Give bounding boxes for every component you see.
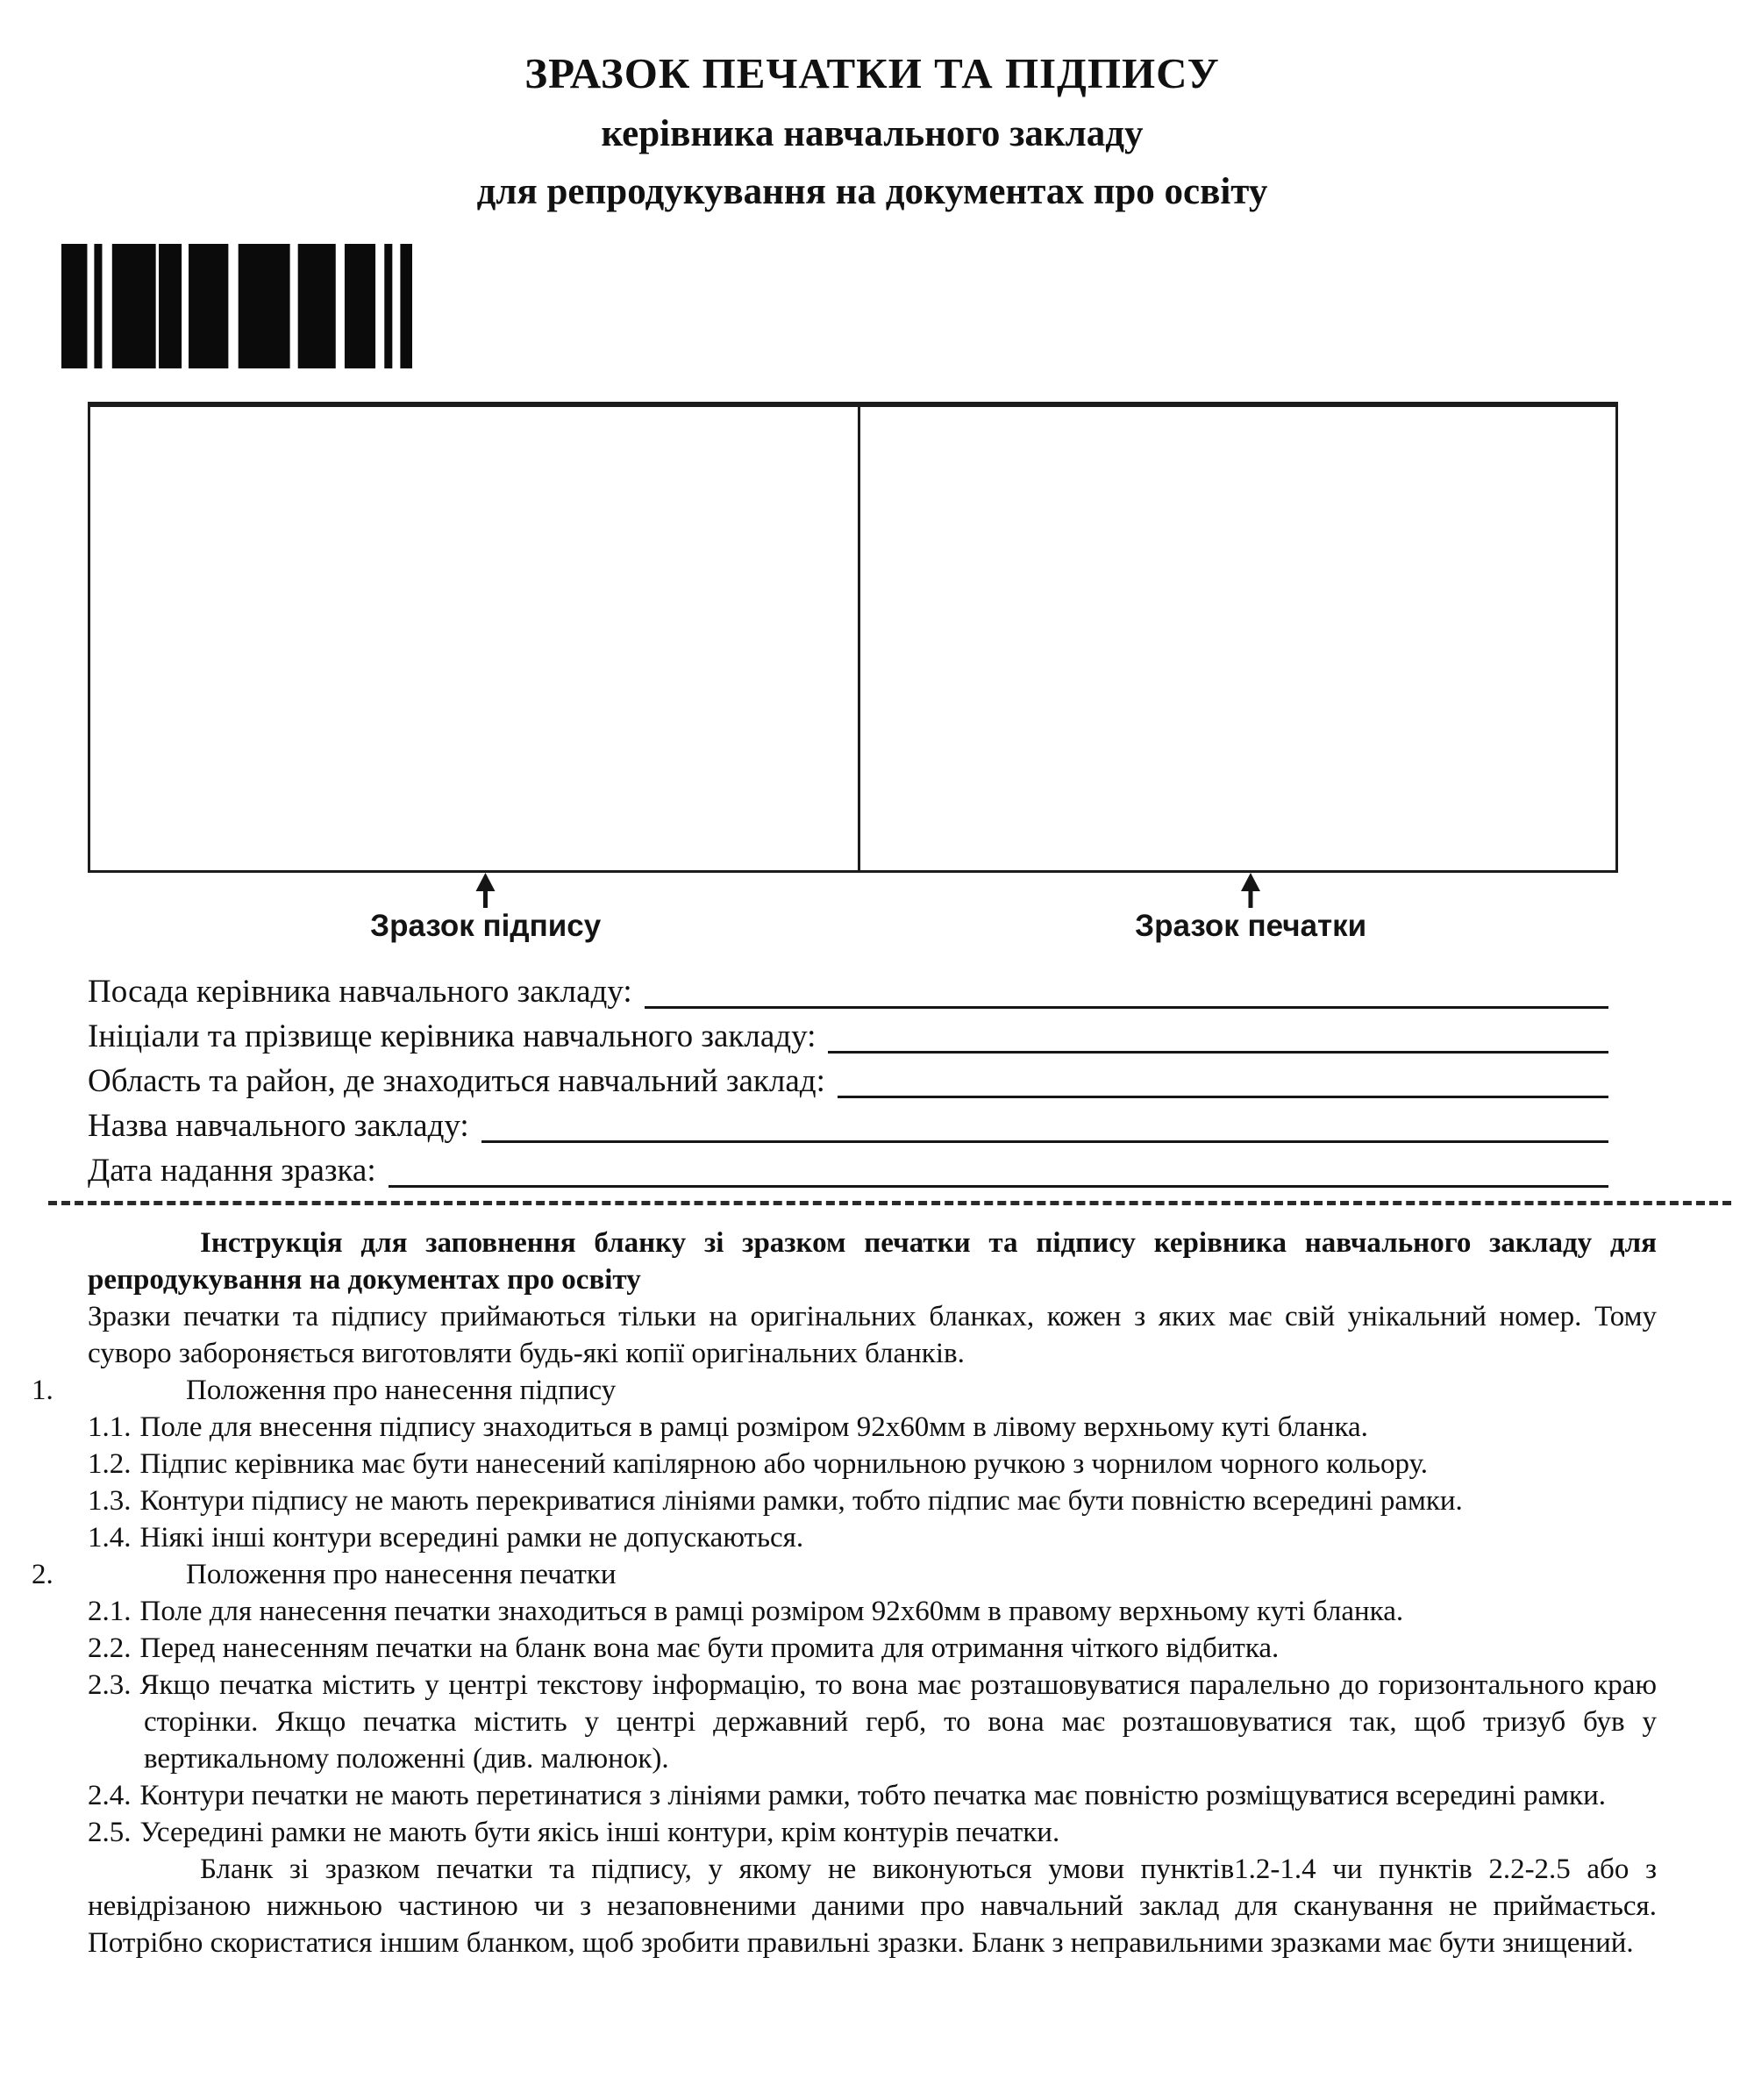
field-underline-date (389, 1185, 1608, 1188)
sample-frames (88, 402, 1618, 873)
field-underline-institution (481, 1140, 1608, 1143)
page-subtitle-1: керівника навчального закладу (601, 113, 1144, 154)
signature-sample-box (90, 407, 860, 870)
item-number: 2.5. (88, 1817, 132, 1848)
instruction-item (88, 1667, 1657, 1777)
field-underline-region (838, 1096, 1608, 1098)
signature-label-group (370, 873, 601, 945)
dashed-separator (48, 1201, 1731, 1205)
arrow-up-icon (1237, 873, 1264, 908)
instruction-item (88, 1482, 1657, 1519)
instructions-intro: Зразки печатки та підпису приймаються тільки на оригінальних бланках, кожен з яких має свій унікальний номер. Тому суворо забороняється виготовляти будь-які копії оригінальних бланків. (88, 1301, 1657, 1369)
item-text: Якщо печатка містить у центрі текстову інформацію, то вона має розташовуватися паралельно до горизонтального краю сторінки. Якщо печатка містить у центрі державний герб, то вона має розташовуватися так, щоб тризуб був у вертикальному положенні (див. малюнок). (139, 1669, 1657, 1775)
barcode (61, 244, 412, 368)
item-number: 2.3. (88, 1669, 132, 1701)
page-subtitle-2: для репродукування на документах про освіту (476, 171, 1268, 212)
item-number: 1.4. (88, 1522, 132, 1554)
instruction-item (88, 1630, 1657, 1667)
item-text: Усередині рамки не мають бути якісь інші контури, крім контурів печатки. (139, 1817, 1060, 1848)
form-row-date (88, 1148, 1608, 1193)
seal-sample-label: Зразок печатки (1135, 909, 1367, 943)
seal-label-group (1135, 873, 1366, 945)
instruction-item (88, 1777, 1657, 1814)
item-number: 1. (32, 1375, 53, 1406)
instructions-section (32, 1225, 1657, 1961)
item-number: 2.1. (88, 1596, 132, 1627)
form-fields (88, 969, 1608, 1193)
arrow-up-icon (473, 873, 499, 908)
item-text: Підпис керівника має бути нанесений капілярною або чорнильною ручкою з чорнилом чорного кольору. (139, 1448, 1429, 1480)
item-number: 2.4. (88, 1780, 132, 1811)
form-row-institution (88, 1104, 1608, 1148)
page-title: ЗРАЗОК ПЕЧАТКИ ТА ПІДПИСУ (524, 49, 1220, 97)
form-row-name (88, 1014, 1608, 1059)
barcode-wrap (61, 244, 1657, 368)
item-text: Ніякі інші контури всередині рамки не допускаються. (139, 1522, 804, 1554)
item-text: Контури печатки не мають перетинатися з лініями рамки, тобто печатка має повністю розміщуватися всередині рамки. (139, 1780, 1606, 1811)
form-row-position (88, 969, 1608, 1014)
field-label-date: Дата надання зразка: (88, 1153, 376, 1189)
instruction-item (88, 1519, 1657, 1556)
field-underline-name (828, 1051, 1608, 1054)
field-label-position: Посада керівника навчального закладу: (88, 974, 632, 1010)
item-number: 2. (32, 1559, 53, 1590)
field-underline-position (645, 1006, 1608, 1009)
instruction-item (88, 1409, 1657, 1446)
page-title-block (88, 42, 1657, 221)
instruction-item (32, 1556, 1657, 1593)
instructions-closing: Бланк зі зразком печатки та підпису, у якому не виконуються умови пунктів1.2-1.4 чи пунктів 2.2-2.5 або з невідрізаною нижньою частиною чи з незаповненими даними про навчальний заклад для сканування не приймається. Потрібно скористатися іншим бланком, щоб зробити правильні зразки. Бланк з неправильними зразками має бути знищений. (88, 1854, 1657, 1959)
item-number: 1.3. (88, 1485, 132, 1517)
item-number: 2.2. (88, 1632, 132, 1664)
item-text: Перед нанесенням печатки на бланк вона має бути промита для отримання чіткого відбитка. (139, 1632, 1280, 1664)
frame-labels-row (88, 873, 1618, 950)
instruction-item (88, 1593, 1657, 1630)
item-text: Поле для внесення підпису знаходиться в рамці розміром 92х60мм в лівому верхньому куті бланка. (139, 1411, 1368, 1443)
instruction-item (32, 1372, 1657, 1409)
item-number: 1.1. (88, 1411, 132, 1443)
item-number: 1.2. (88, 1448, 132, 1480)
field-label-name: Ініціали та прізвище керівника навчального закладу: (88, 1018, 817, 1054)
field-label-region: Область та район, де знаходиться навчальний заклад: (88, 1063, 825, 1099)
instruction-item (88, 1446, 1657, 1482)
field-label-institution: Назва навчального закладу: (88, 1108, 469, 1144)
signature-sample-label: Зразок підпису (370, 909, 602, 943)
instruction-item (88, 1814, 1657, 1851)
instructions-heading: Інструкція для заповнення бланку зі зразком печатки та підпису керівника навчального закладу для репродукування на документах про освіту (88, 1227, 1657, 1296)
item-text: Поле для нанесення печатки знаходиться в рамці розміром 92х60мм в правому верхньому куті бланка. (139, 1596, 1404, 1627)
item-text: Контури підпису не мають перекриватися лініями рамки, тобто підпис має бути повністю всередині рамки. (139, 1485, 1463, 1517)
item-text: Положення про нанесення підпису (186, 1375, 617, 1406)
item-text: Положення про нанесення печатки (186, 1559, 617, 1590)
form-row-region (88, 1059, 1608, 1104)
seal-sample-box (860, 407, 1615, 870)
